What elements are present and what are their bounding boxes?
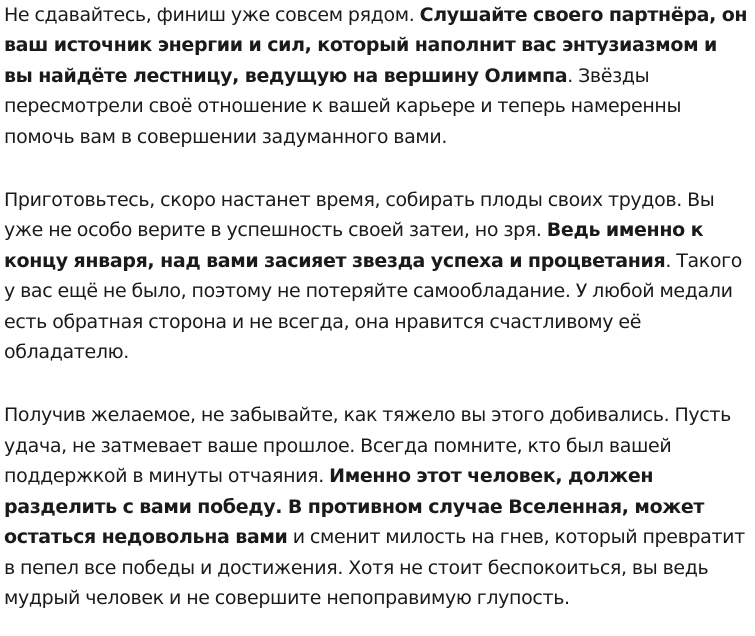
paragraph-2-bold: Ведь именно к концу января, над вами засияет звезда успеха и процветания (4, 219, 704, 272)
paragraph-1 (4, 0, 751, 152)
paragraph-3 (4, 400, 751, 613)
paragraph-1-text-start: Не сдавайтесь, финиш уже совсем рядом. (4, 4, 420, 26)
paragraph-2-text-end: . Такого у вас ещё не было, поэтому не потеряйте самообладание. У любой медали есть обратная сторона и не всегда, она нравится счастливому её обладателю. (4, 249, 743, 364)
paragraph-1-text-end: . Звёзды пересмотрели своё отношение к вашей карьере и теперь намеренны помочь вам в совершении задуманного вами. (4, 64, 682, 148)
paragraph-2 (4, 185, 751, 367)
paragraph-1-bold: Слушайте своего партнёра, он ваш источник энергии и сил, который наполнит вас энтузиазмом и вы найдёте лестницу, ведущую на вершину Олимпа (4, 4, 748, 87)
paragraph-2-text-start: Приготовьтесь, скоро настанет время, собирать плоды своих трудов. Вы уже не особо верите в успешность своей затеи, но зря. (4, 189, 715, 242)
paragraph-3-bold: Именно этот человек, должен разделить с вами победу. В противном случае Вселенная, может остаться недовольна вами (4, 465, 705, 549)
paragraph-3-text-end: и сменит милость на гнев, который превратит в пепел все победы и достижения. Хотя не стоит беспокоиться, вы ведь мудрый человек и не совершите непоправимую глупость. (4, 526, 745, 609)
paragraph-3-text-start: Получив желаемое, не забывайте, как тяжело вы этого добивались. Пусть удача, не затмевает ваше прошлое. Всегда помните, кто был вашей поддержкой в минуты отчаяния. (4, 404, 731, 488)
